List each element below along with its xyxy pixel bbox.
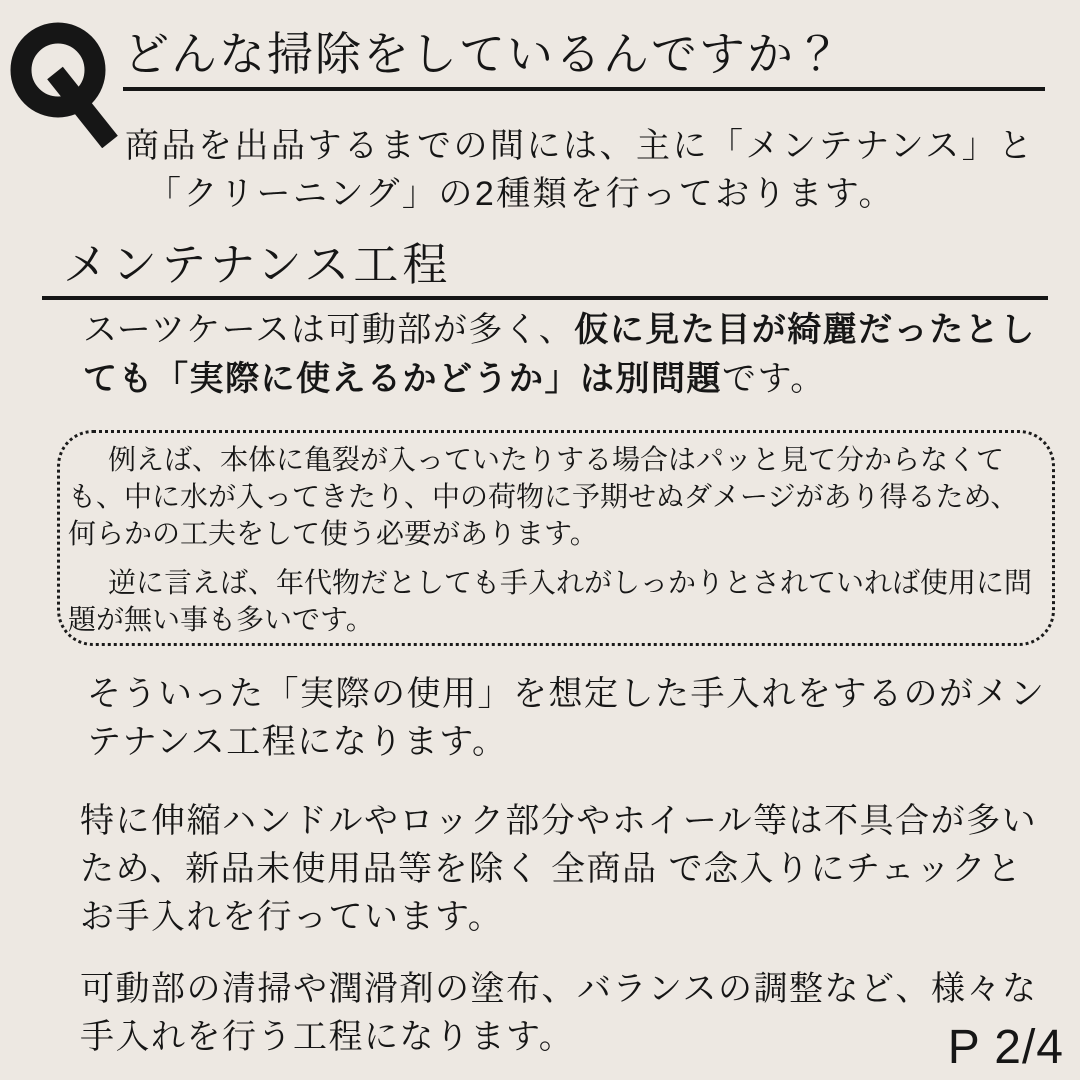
work-line-2: 手入れを行う工程になります。 xyxy=(80,1018,575,1056)
summary-line-1: そういった「実際の使用」を想定した手入れをするのがメン xyxy=(87,675,1046,713)
example-note-box xyxy=(57,430,1055,646)
q-letter-icon xyxy=(8,20,120,148)
question-mark xyxy=(8,20,120,148)
work-line-1: 可動部の清掃や潤滑剤の塗布、バランスの調整など、様々な xyxy=(80,970,1038,1008)
summary-line-2: テナンス工程になります。 xyxy=(87,723,508,761)
maintenance-intro-paragraph xyxy=(83,306,1036,404)
note-paragraph-2 xyxy=(68,564,1038,638)
maintenance-intro-line-1 xyxy=(83,306,1036,355)
check-line-1: 特に伸縮ハンドルやロック部分やホイール等は不具合が多い xyxy=(80,802,1038,840)
note-p1-line-2: も、中に水が入ってきたり、中の荷物に予期せぬダメージがあり得るため、 xyxy=(68,481,1019,512)
note-paragraph-1 xyxy=(68,441,1038,552)
note-p2-line-2: 題が無い事も多いです。 xyxy=(68,604,374,635)
maintenance-intro-line-2 xyxy=(83,355,1036,404)
section-heading-maintenance: メンテナンス工程 xyxy=(63,239,452,290)
check-line-3: お手入れを行っています。 xyxy=(80,898,504,936)
section-heading-underline xyxy=(42,296,1048,300)
question-title: どんな掃除をしているんですか？ xyxy=(123,28,843,80)
intro-line-1: 商品を出品するまでの間には、主に「メンテナンス」と xyxy=(125,127,1035,165)
check-line-2: ため、新品未使用品等を除く 全商品 で念入りにチェックと xyxy=(80,850,1023,888)
note-p2-line-1: 逆に言えば、年代物だとしても手入れがしっかりとされていれば使用に問 xyxy=(108,567,1033,598)
page-indicator: P 2/4 xyxy=(947,1021,1064,1074)
note-p1-line-3: 何らかの工夫をして使う必要があります。 xyxy=(68,518,598,549)
work-paragraph xyxy=(80,965,1037,1061)
q-letter-label xyxy=(8,148,9,149)
intro-paragraph xyxy=(125,122,1035,218)
summary-paragraph xyxy=(87,670,1046,766)
intro-line-2: 「クリーニング」の2種類を行っております。 xyxy=(147,175,896,213)
maintenance-intro-line-1-normal: スーツケースは可動部が多く、 xyxy=(83,311,575,349)
note-p1-line-1: 例えば、本体に亀裂が入っていたりする場合はパッと見て分からなくて xyxy=(108,444,1005,475)
maintenance-intro-line-2-normal: です。 xyxy=(722,360,826,398)
maintenance-intro-line-2-bold: ても「実際に使えるかどうか」は別問題 xyxy=(83,360,722,398)
check-paragraph xyxy=(80,797,1037,941)
maintenance-intro-line-1-bold: 仮に見た目が綺麗だったとし xyxy=(574,311,1036,349)
title-underline xyxy=(123,87,1045,91)
